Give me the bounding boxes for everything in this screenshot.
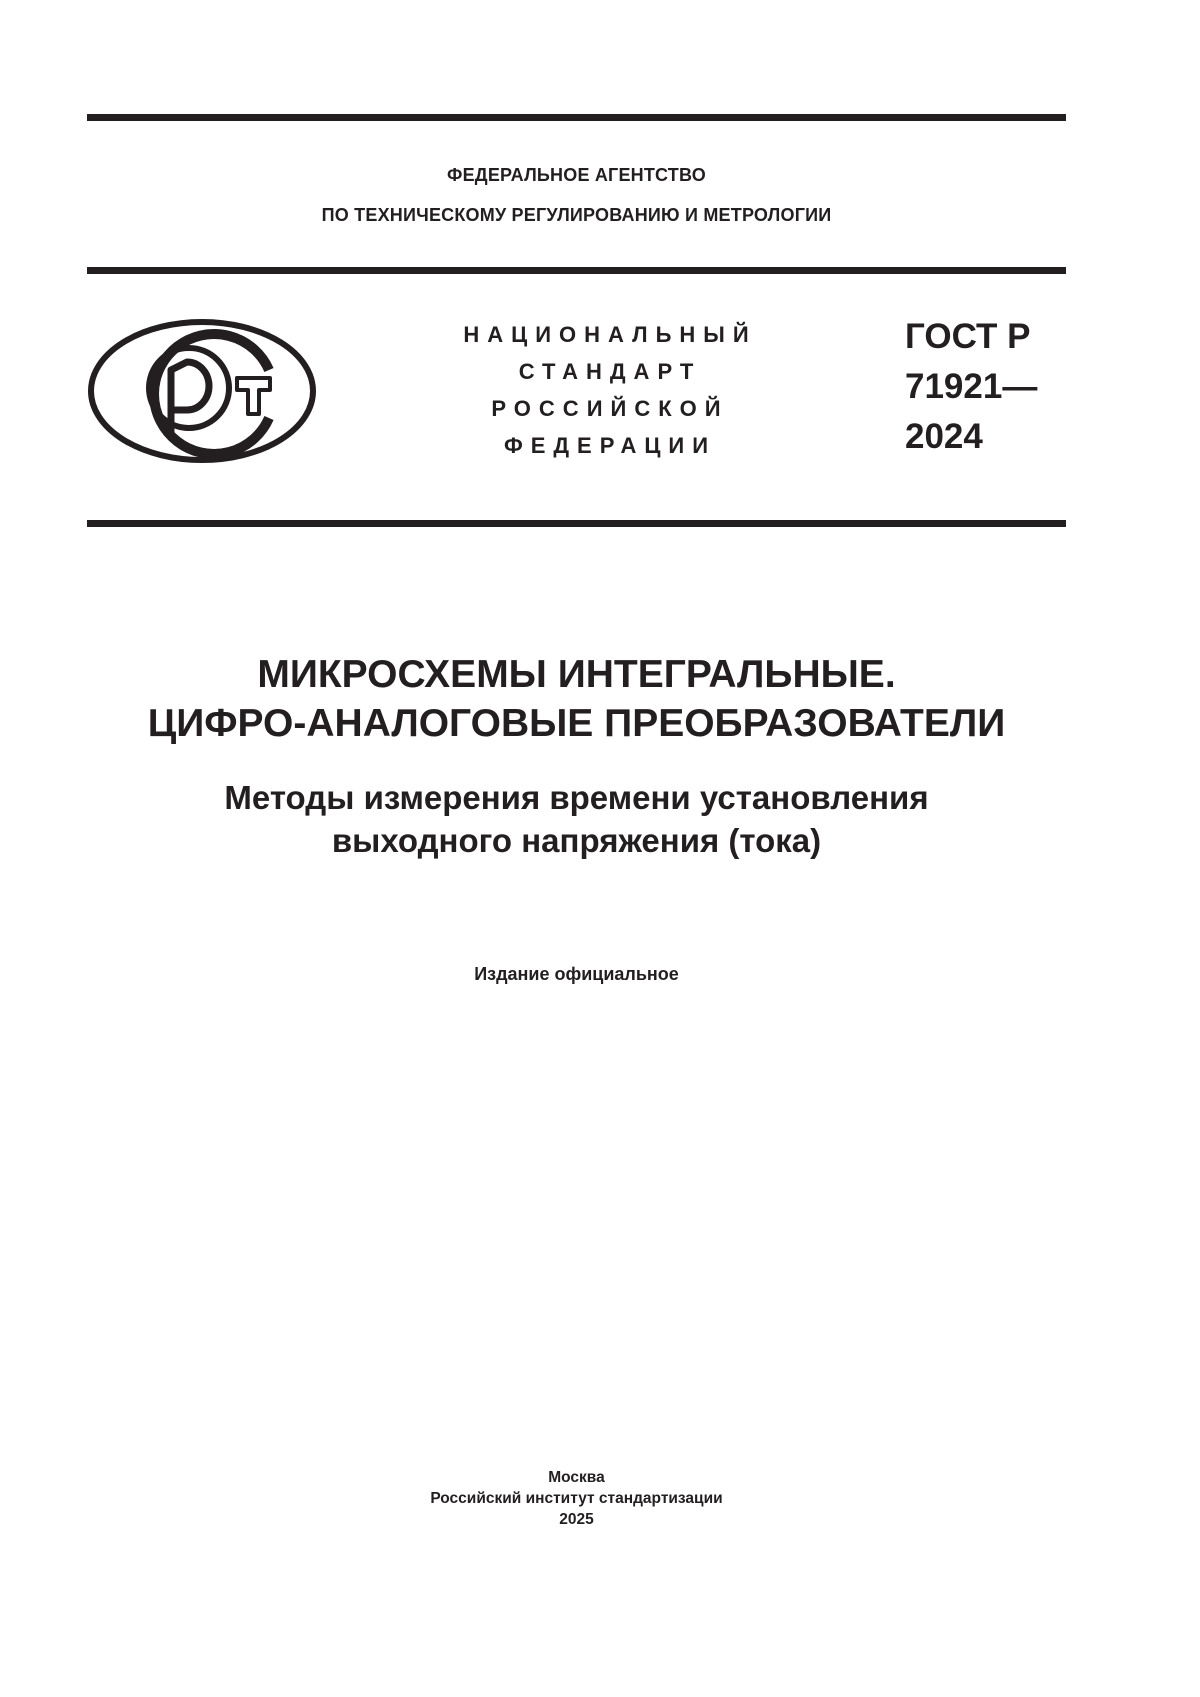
standard-type-line-1: НАЦИОНАЛЬНЫЙ: [463, 322, 757, 347]
top-rule: [87, 114, 1066, 121]
imprint-publisher: Российский институт стандартизации: [430, 1490, 723, 1507]
document-subtitle-line-2: выходного напряжения (тока): [331, 822, 822, 859]
edition-label: Издание официальное: [474, 964, 679, 984]
standard-type-line-4: ФЕДЕРАЦИИ: [503, 433, 717, 458]
header-divider: [87, 267, 1066, 274]
document-subtitle-line-1: Методы измерения времени установления: [224, 779, 929, 816]
document-title-line-2: ЦИФРО-АНАЛОГОВЫЕ ПРЕОБРАЗОВАТЕЛИ: [147, 702, 1006, 745]
agency-name-line-1: ФЕДЕРАЛЬНОЕ АГЕНТСТВО: [447, 165, 706, 185]
standard-code: [905, 312, 1037, 462]
document-subtitle: [87, 776, 1066, 862]
agency-name-line-2: ПО ТЕХНИЧЕСКОМУ РЕГУЛИРОВАНИЮ И МЕТРОЛОГИИ: [321, 205, 832, 225]
rst-certification-mark-icon: [87, 318, 317, 464]
document-title: [87, 650, 1066, 748]
document-title-line-1: МИКРОСХЕМЫ ИНТЕГРАЛЬНЫЕ.: [257, 653, 896, 696]
standard-code-line-2: 71921—: [905, 367, 1038, 406]
standard-divider: [87, 520, 1066, 527]
standard-code-line-3: 2024: [905, 417, 983, 456]
standard-type-line-2: СТАНДАРТ: [518, 359, 702, 384]
standard-type-line-3: РОССИЙСКОЙ: [491, 396, 729, 421]
imprint-city: Москва: [548, 1469, 605, 1486]
imprint: [87, 1467, 1066, 1530]
standard-code-line-1: ГОСТ Р: [905, 317, 1031, 356]
national-standard-label: [430, 316, 790, 464]
imprint-year: 2025: [559, 1511, 594, 1528]
